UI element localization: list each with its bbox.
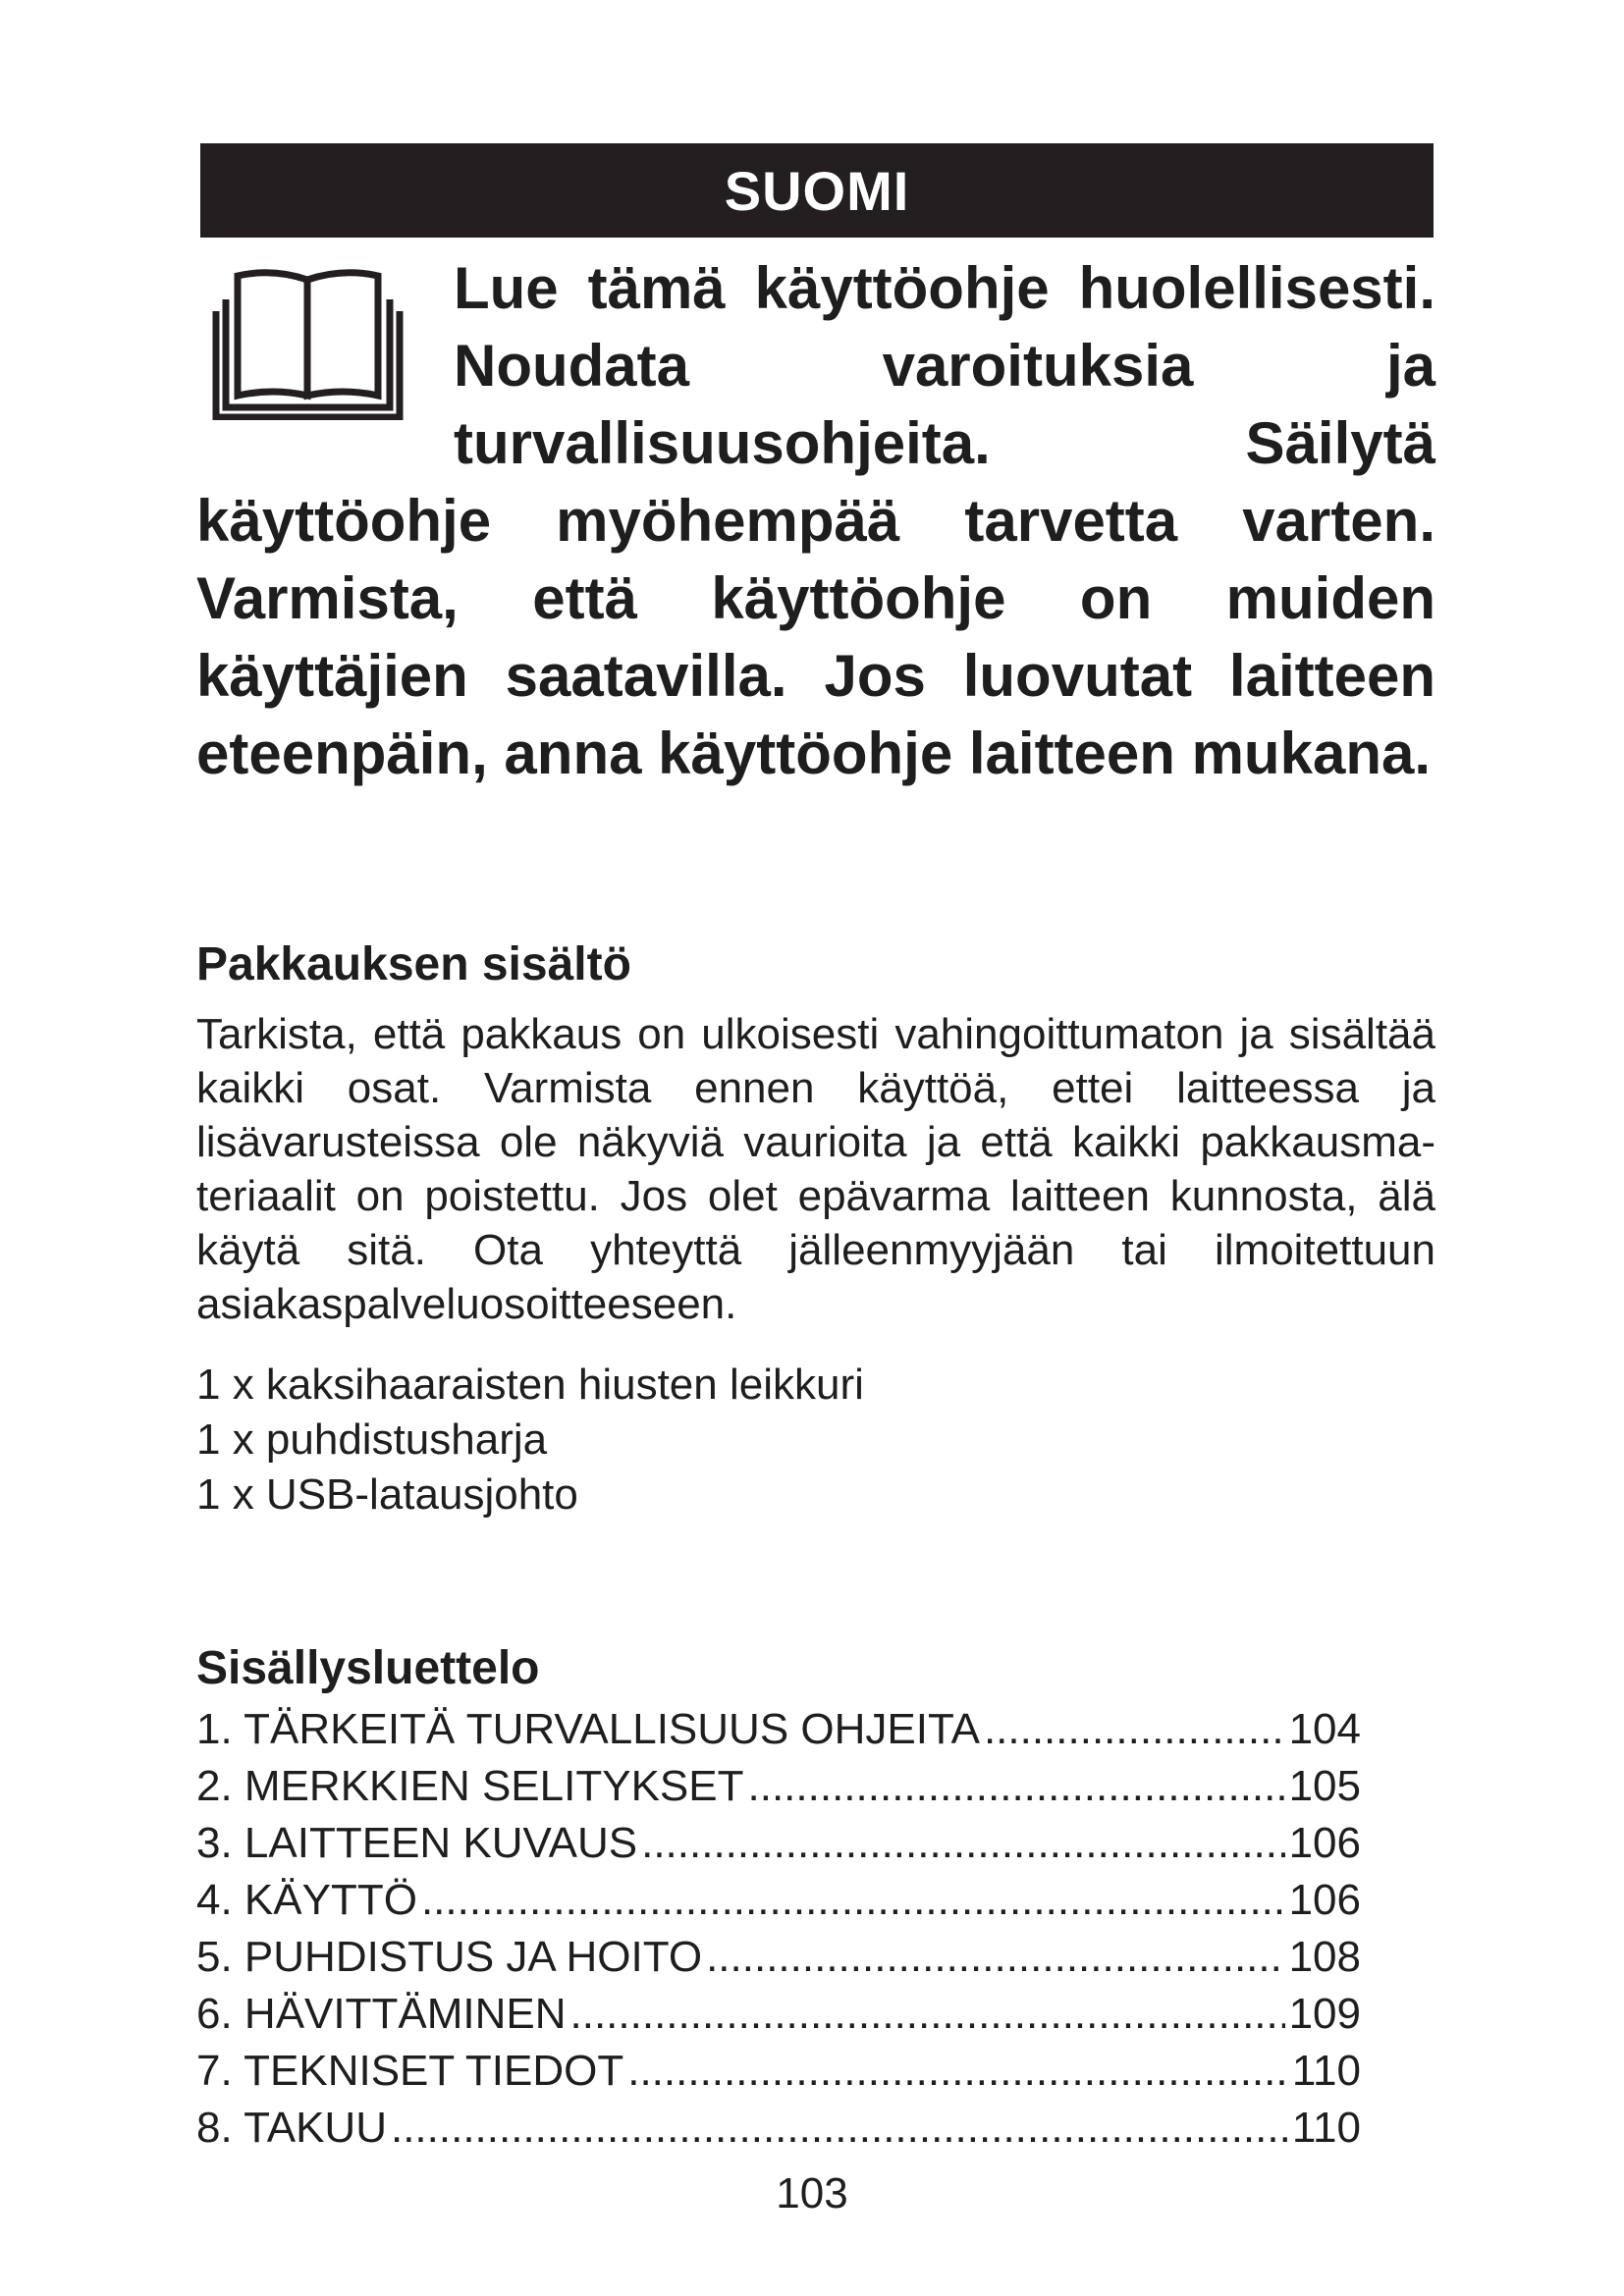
- toc-entry: [196, 1990, 1361, 2047]
- toc-entry-page: 106: [1288, 1819, 1361, 1867]
- toc-entry: [196, 1762, 1361, 1819]
- toc-entry: [196, 1933, 1361, 1990]
- toc-entry-title: 6. HÄVITTÄMINEN: [196, 1990, 567, 2038]
- toc-dot-leader: [748, 1762, 1285, 1811]
- language-title: SUOMI: [724, 159, 910, 222]
- toc-entry-title: 5. PUHDISTUS JA HOITO: [196, 1933, 703, 1981]
- list-item: 1 x puhdistusharja: [196, 1415, 548, 1464]
- list-item: 1 x USB-latausjohto: [196, 1470, 578, 1519]
- toc-dot-leader: [627, 2047, 1288, 2096]
- toc-dot-leader: [641, 1819, 1284, 1868]
- toc-entry-title: 2. MERKKIEN SELITYKSET: [196, 1762, 744, 1810]
- toc-dot-leader: [421, 1876, 1285, 1925]
- toc-entry-title: 4. KÄYTTÖ: [196, 1876, 417, 1924]
- toc-entry-page: 110: [1291, 2104, 1361, 2152]
- toc-entry-page: 105: [1288, 1762, 1361, 1810]
- toc-entry-page: 104: [1288, 1705, 1361, 1753]
- toc-entry: [196, 1819, 1361, 1876]
- toc-entry-page: 106: [1288, 1876, 1361, 1924]
- toc-dot-leader: [570, 1990, 1285, 2039]
- toc-dot-leader: [706, 1933, 1285, 1982]
- toc-entry-title: 7. TEKNISET TIEDOT: [196, 2047, 624, 2095]
- toc-entry-title: 3. LAITTEEN KUVAUS: [196, 1819, 638, 1867]
- list-item: 1 x kaksihaaraisten hiusten leikkuri: [196, 1361, 864, 1409]
- toc-entry: [196, 1705, 1361, 1762]
- package-items-list: [196, 1358, 864, 1522]
- toc-dot-leader: [984, 1705, 1285, 1754]
- toc-entry-page: 110: [1291, 2047, 1361, 2095]
- toc-entry-title: 8. TAKUU: [196, 2104, 387, 2152]
- toc-heading: Sisällysluettelo: [196, 1642, 540, 1694]
- toc-dot-leader: [391, 2104, 1288, 2153]
- toc-entry-page: 109: [1288, 1990, 1361, 2038]
- toc-entry-title: 1. TÄRKEITÄ TURVALLISUUS OHJEITA: [196, 1705, 980, 1753]
- toc-entry-page: 108: [1288, 1933, 1361, 1981]
- intro-warning: Lue tämä käyttöohje huolellisesti. Noudata varoituksia ja turvallisuusohjeita. Säilytä käyttöohje myöhempää tarvetta varten. Varmista, että käyttöohje on muiden käyttäjien saatavilla. Jos luovutat laitteen eteenpäin, anna käyttöohje laitteen mukana.: [196, 255, 1435, 786]
- page-number: 103: [776, 2169, 848, 2217]
- package-contents-text: Tarkista, että pakkaus on ulkoisesti vahingoittumaton ja sisältää kaikki osat. Varmista ennen käyttöä, ettei laitteessa ja lisävarusteissa ole näkyviä vaurioita ja että kaikki pakkausmateriaalit on poistettu. Jos olet epävarma laitteen kunnosta, älä käytä sitä. Ota yhteyttä jälleenmyyjään tai ilmoitettuun asiakaspalveluosoitteeseen.: [196, 1010, 1435, 1328]
- table-of-contents: [196, 1705, 1361, 2161]
- package-contents-heading: Pakkauksen sisältö: [196, 938, 631, 990]
- toc-entry: [196, 1876, 1361, 1933]
- language-banner: [200, 143, 1434, 238]
- toc-entry: [196, 2047, 1361, 2104]
- toc-entry: [196, 2104, 1361, 2161]
